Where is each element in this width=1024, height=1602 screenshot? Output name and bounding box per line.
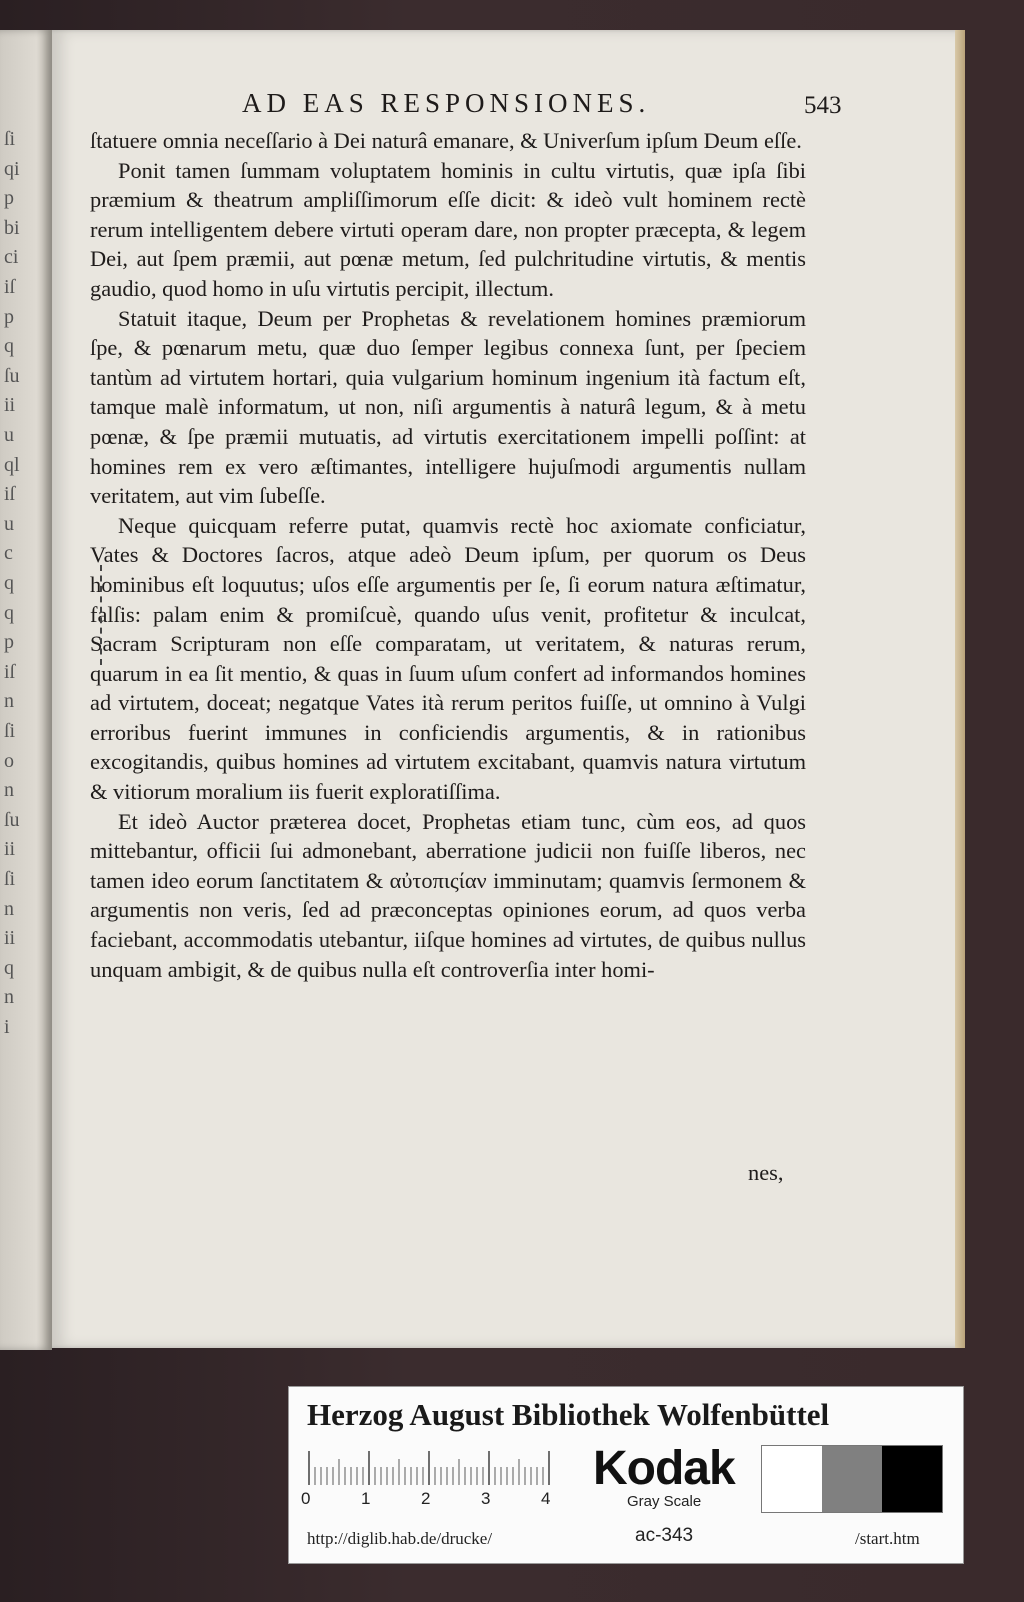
swatch-white — [762, 1446, 822, 1512]
url-left: http://diglib.hab.de/drucke/ — [307, 1529, 493, 1548]
page-number: 543 — [804, 92, 842, 119]
prev-page-fragment: ſu — [4, 808, 20, 831]
prev-page-fragment: q — [4, 601, 14, 624]
prev-page-fragment: iſ — [4, 276, 16, 298]
prev-page-fragment: ql — [4, 453, 20, 476]
body-text — [90, 126, 806, 984]
gray-swatches — [761, 1445, 943, 1513]
ruler-number: 4 — [541, 1489, 551, 1508]
prev-page-fragment: q — [4, 956, 14, 979]
prev-page-fragment: p — [4, 305, 14, 328]
previous-page-edge — [0, 30, 52, 1350]
paragraph: Et ideò Auctor præterea docet, Prophetas etiam tunc, cùm eos, ad quos mittebantur, officii ſui admonebant, aberratione judicii non fuiſſe liberos, nec tamen ideo eorum ſanctitatem & αὐτοπιςίαν imminutam; quamvis ſermonem & argumentis non veris, ſed ad præconceptas opiniones eorum, ad quos verba faciebant, accommodatis utebantur, iiſque homines ad virtutes, de quibus nullus unquam ambigit, & de quibus nulla eſt controverſia inter homi- — [90, 808, 806, 982]
paragraph: Neque quicquam referre putat, quamvis rectè hoc axiomate conficiatur, Vates & Doctores ſacros, atque adeò Deum ipſum, per quorum os Deus hominibus eſt loquutus; uſos eſſe argumentis per ſe, ſi eorum natura æſtimatur, falſis: palam enim & promiſcuè, quando uſus venit, profitetur & inculcat, Sacram Scripturam non eſſe comparatam, ut veritatem, & naturas rerum, quarum in ea ſit mentio, & quas in ſuum uſum confert ad informandos homines ad virtutem, doceat; negatque Vates ità rerum peritos fuiſſe, ut omnino à Vulgi erroribus fuerint immunes in conficiendis argumentis, & in rationibus excogitandis, quibus homines ad virtutem excitabant, quamvis natura virtutum & vitiorum moralium iis fuerit exploratiſſima. — [90, 512, 806, 805]
prev-page-fragment: q — [4, 335, 14, 358]
prev-page-fragment: ſi — [4, 868, 16, 890]
prev-page-fragment: ci — [4, 246, 19, 269]
prev-page-fragment: ſi — [4, 128, 16, 150]
prev-page-fragment: ii — [4, 927, 16, 950]
prev-page-fragment: u — [4, 424, 14, 446]
scale-ruler — [305, 1449, 565, 1487]
prev-page-fragment: i — [4, 1016, 10, 1038]
ruler-number: 3 — [481, 1489, 491, 1508]
paragraph: ſtatuere omnia neceſſario à Dei naturâ emanare, & Univerſum ipſum Deum eſſe. — [90, 128, 802, 153]
prev-page-fragment: n — [4, 779, 14, 802]
running-head: AD EAS RESPONSIONES. — [242, 88, 651, 118]
prev-page-fragment: ſu — [4, 364, 20, 387]
book-page — [52, 30, 964, 1348]
shelfmark-code: ac-343 — [635, 1525, 694, 1546]
prev-page-fragment: p — [4, 187, 14, 210]
prev-page-fragment: u — [4, 512, 14, 535]
gray-scale-label: Gray Scale — [627, 1493, 702, 1510]
swatch-gray — [822, 1446, 882, 1512]
color-target-card — [288, 1386, 964, 1564]
ruler-number: 2 — [421, 1489, 431, 1508]
prev-page-fragment: n — [4, 986, 14, 1009]
prev-page-fragment: q — [4, 572, 14, 594]
prev-page-fragment: qi — [4, 157, 20, 180]
swatch-black — [882, 1446, 942, 1512]
paragraph: Ponit tamen ſummam voluptatem hominis in cultu virtutis, quæ ipſa ſibi præmium & theatrum ampliſſimorum eſſe dicit: & ideò vult hominem rectè rerum intelligentem debere virtuti operam dare, non propter præcepta, & legem Dei, aut ſpem præmii, aut pœnæ metum, ſed pulchritudine virtutis, & mentis gaudio, quod homo in uſu virtutis percipit, illectum. — [90, 157, 806, 301]
prev-page-fragment: ii — [4, 394, 16, 417]
prev-page-fragment: bi — [4, 216, 20, 239]
margin-mark — [100, 565, 104, 665]
prev-page-fragment: n — [4, 690, 14, 713]
prev-page-fragment: n — [4, 897, 14, 920]
prev-page-fragment: ii — [4, 838, 16, 861]
library-title: Herzog August Bibliothek Wolfenbüttel — [307, 1397, 830, 1432]
prev-page-fragment: iſ — [4, 483, 16, 506]
ruler-numbers — [301, 1489, 571, 1513]
prev-page-fragment: iſ — [4, 660, 16, 683]
page-edge — [955, 30, 965, 1348]
paragraph: Statuit itaque, Deum per Prophetas & revelationem homines præmiorum ſpe, & pœnarum metu, quæ duo ſemper legibus connexa ſunt, per ſpeciem tantùm ad virtutem hortari, quia vulgarium hominum ingenium ità factum eſt, tamque malè informatum, ut non, niſi argumentis à naturâ legum, & à metu pœnæ, & ſpe præmii mutuatis, ad virtutis exercitationem impelli poſſint: at homines rem ex vero æſtimantes, intelligere hujuſmodi argumentis nullam veritatem, aut vim ſubeſſe. — [90, 305, 806, 509]
prev-page-fragment: p — [4, 631, 14, 654]
url-right: /start.htm — [855, 1529, 920, 1548]
catchword: nes, — [748, 1160, 784, 1185]
kodak-logo: Kodak — [593, 1442, 735, 1495]
prev-page-fragment: o — [4, 749, 14, 772]
ruler-number: 1 — [361, 1489, 371, 1508]
prev-page-fragment: ſi — [4, 720, 16, 742]
prev-page-fragment: c — [4, 542, 13, 565]
ruler-number: 0 — [301, 1489, 311, 1508]
